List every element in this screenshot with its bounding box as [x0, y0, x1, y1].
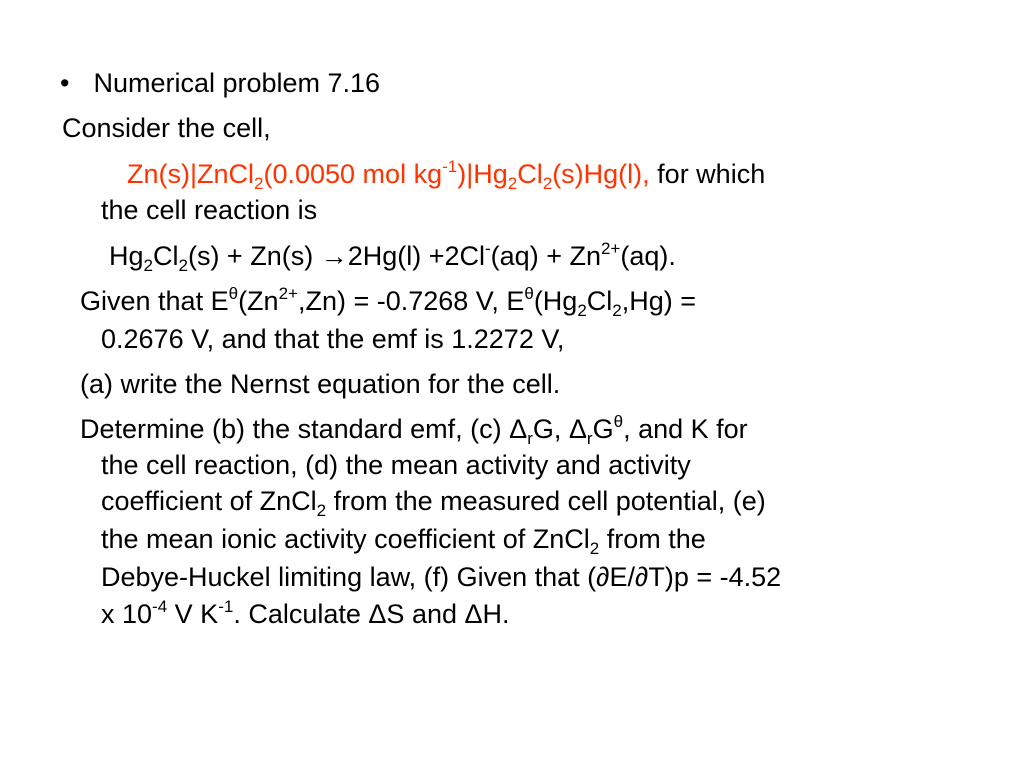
bullet-icon: • [60, 68, 70, 98]
heading: Numerical problem 7.16 [93, 68, 381, 98]
determine-line4: the mean ionic activity coefficient of ZnCl$_2$ from the [101, 524, 706, 558]
determine-line5: Debye-Huckel limiting law, (f) Given that (∂E/∂T)p = -4.52 [101, 562, 782, 592]
heading-bullet [60, 64, 380, 102]
cell-notation [127, 155, 765, 193]
determine-line6: x $10^{-4}$ V $K^{-1}$. Calculate ΔS and ΔH. [101, 597, 510, 629]
cell-tail: for which [649, 159, 766, 189]
given-line2: 0.2676 V, and that the emf is 1.2272 V, [101, 324, 565, 354]
determine-line1: Determine (b) the standard emf, (c) $\Delta_rG$, $\Delta_rG^\theta$, and K for [80, 412, 748, 448]
given-line1: Given that $E^\theta(Zn^{2+},Zn) = -0.7268$ V, $E^\theta(Hg_2Cl_2,Hg)$ = [80, 284, 697, 320]
determine-line3: coefficient of ZnCl$_2$ from the measured cell potential, (e) [101, 486, 766, 520]
cell-formula: Zn(s)|ZnCl$_2$(0.0050 mol $kg^{-1})|Hg_2Cl_2(s)Hg(l)$, [127, 157, 650, 193]
reaction-equation: $Hg_2Cl_2(s) + Zn(s) \to 2Hg(l) +2Cl^-(aq) + Zn^{2+}(aq)$. [109, 239, 676, 275]
part-a: (a) write the Nernst equation for the cell. [80, 369, 561, 399]
determine-line2: the cell reaction, (d) the mean activity and activity [101, 450, 691, 480]
intro-text: Consider the cell, [62, 113, 271, 143]
cell-line2: the cell reaction is [101, 195, 318, 225]
